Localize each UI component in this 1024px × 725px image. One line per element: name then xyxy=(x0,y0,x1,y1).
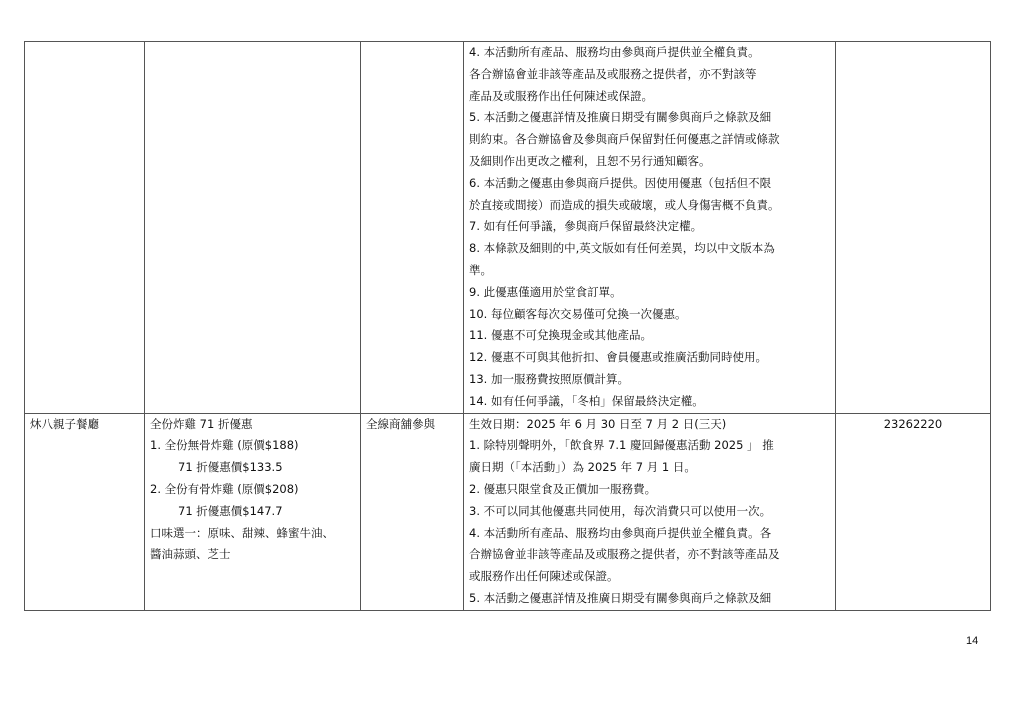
terms-line: 7. 如有任何爭議，參與商戶保留最終決定權。 xyxy=(469,219,703,234)
offer-flavors: 口味選一：原味、甜辣、蜂蜜牛油、 xyxy=(150,525,334,540)
merchant-cell xyxy=(25,42,145,414)
terms-line: 9. 此優惠僅適用於堂食訂單。 xyxy=(469,284,622,299)
offer-price: 71 折優惠價$133.5 xyxy=(178,460,283,475)
scope-cell xyxy=(361,413,464,610)
terms-line: 13. 加一服務費按照原價計算。 xyxy=(469,371,629,386)
terms-line: 產品及或服務作出任何陳述或保證。 xyxy=(469,88,653,103)
terms-line: 各合辦協會並非該等產品及或服務之提供者，亦不對該等 xyxy=(469,66,757,81)
page-number: 14 xyxy=(966,635,979,647)
offer-title: 全份炸雞 71 折優惠 xyxy=(150,416,253,431)
terms-line: 2. 優惠只限堂食及正價加一服務費。 xyxy=(469,481,657,496)
offer-cell xyxy=(145,413,361,610)
terms-line: 12. 優惠不可與其他折扣、會員優惠或推廣活動同時使用。 xyxy=(469,350,767,365)
offer-price: 71 折優惠價$147.7 xyxy=(178,503,283,518)
terms-line: 及細則作出更改之權利，且恕不另行通知顧客。 xyxy=(469,153,711,168)
terms-line: 4. 本活動所有產品、服務均由參與商戶提供並全權負責。各 xyxy=(469,525,772,540)
terms-line: 於直接或間接）而造成的損失或破壞，或人身傷害概不負責。 xyxy=(469,197,780,212)
terms-line: 5. 本活動之優惠詳情及推廣日期受有關參與商戶之條款及細 xyxy=(469,110,772,125)
terms-line: 則約束。各合辦協會及參與商戶保留對任何優惠之詳情或條款 xyxy=(469,132,780,147)
terms-line: 廣日期（「本活動」）為 2025 年 7 月 1 日。 xyxy=(469,460,696,475)
offer-item: 1. 全份無骨炸雞 (原價$188) xyxy=(150,438,299,453)
offer-item: 2. 全份有骨炸雞 (原價$208) xyxy=(150,481,299,496)
merchant-name: 炑八親子餐廳 xyxy=(30,416,99,431)
terms-line: 10. 每位顧客每次交易僅可兌換一次優惠。 xyxy=(469,306,687,321)
terms-cell xyxy=(464,413,836,610)
terms-line: 合辦協會並非該等產品及或服務之提供者，亦不對該等產品及 xyxy=(469,547,780,562)
scope-text: 全線商舖參與 xyxy=(366,416,435,431)
offer-flavors: 醬油蒜頭、芝士 xyxy=(150,547,231,562)
terms-line: 或服務作出任何陳述或保證。 xyxy=(469,569,619,584)
merchant-cell xyxy=(25,413,145,610)
terms-line: 8. 本條款及細則的中,英文版如有任何差異，均以中文版本為 xyxy=(469,241,775,256)
terms-line: 4. 本活動所有產品、服務均由參與商戶提供並全權負責。 xyxy=(469,45,760,59)
table-row xyxy=(25,42,991,414)
terms-line: 14. 如有任何爭議，「冬柏」保留最終決定權。 xyxy=(469,393,704,408)
offers-table xyxy=(24,41,991,611)
terms-line: 生效日期：2025 年 6 月 30 日至 7 月 2 日(三天) xyxy=(469,416,727,431)
terms-line: 1. 除特別聲明外，「飲食界 7.1 慶回歸優惠活動 2025 」 推 xyxy=(469,438,774,453)
terms-line: 準。 xyxy=(469,262,492,277)
terms-cell xyxy=(464,42,836,414)
terms-line: 11. 優惠不可兌換現金或其他產品。 xyxy=(469,328,652,343)
terms-line: 6. 本活動之優惠由參與商戶提供。因使用優惠（包括但不限 xyxy=(469,175,772,190)
phone-number: 23262220 xyxy=(883,416,943,431)
table-row xyxy=(25,413,991,610)
terms-line: 5. 本活動之優惠詳情及推廣日期受有關參與商戶之條款及細 xyxy=(469,590,772,605)
terms-line: 3. 不可以同其他優惠共同使用，每次消費只可以使用一次。 xyxy=(469,503,772,518)
scope-cell xyxy=(361,42,464,414)
offer-cell xyxy=(145,42,361,414)
phone-cell xyxy=(836,413,991,610)
phone-cell xyxy=(836,42,991,414)
